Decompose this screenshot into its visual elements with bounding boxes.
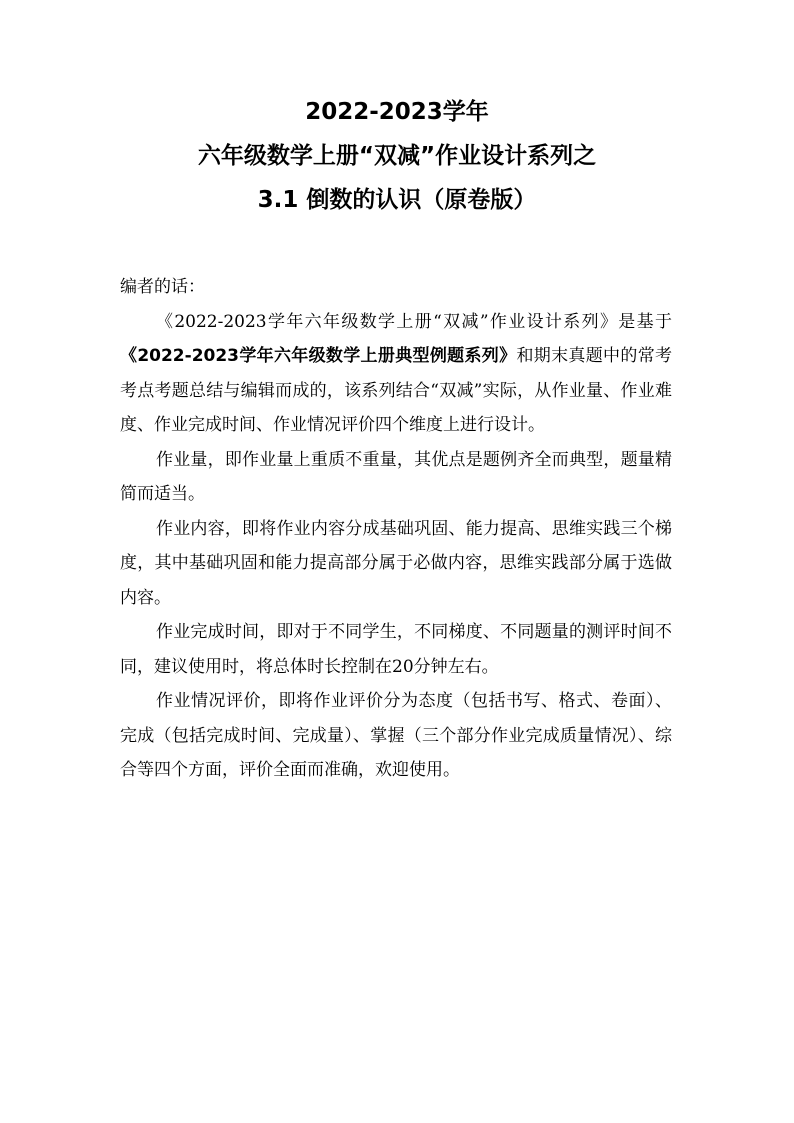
title-line-1: 2022-2023学年 (305, 99, 489, 125)
paragraph-workload: 作业量，即作业量上重质不重量，其优点是题例齐全而典型，题量精简而适当。 (120, 449, 672, 504)
paragraph-intro (120, 305, 672, 443)
editor-note-heading: 编者的话： (120, 277, 205, 297)
editor-note (120, 270, 672, 788)
paragraph-intro-part1: 《2022-2023学年六年级数学上册“双减”作业设计系列》是基于 (156, 311, 672, 332)
paragraph-evaluation: 作业情况评价，即将作业评价分为态度（包括书写、格式、卷面）、完成（包括完成时间、完成量）、掌握（三个部分作业完成质量情况）、综合等四个方面，评价全面而准确，欢迎使用。 (120, 691, 672, 780)
paragraph-time: 作业完成时间，即对于不同学生，不同梯度、不同题量的测评时间不同，建议使用时，将总体时长控制在20分钟左右。 (120, 622, 672, 677)
title-line-3: 3.1 倒数的认识（原卷版） (257, 187, 537, 213)
title-line-2: 六年级数学上册“双减”作业设计系列之 (197, 143, 597, 169)
paragraph-intro-part2: 和期末真题中的常考考点考题总结与编辑而成的，该系列结合“双减”实际，从作业量、作业难度、作业完成时间、作业情况评价四个维度上进行设计。 (120, 346, 673, 435)
paragraph-intro-bold-series: 《2022-2023学年六年级数学上册典型例题系列》 (120, 346, 517, 366)
paragraph-content: 作业内容，即将作业内容分成基础巩固、能力提高、思维实践三个梯度，其中基础巩固和能力提高部分属于必做内容，思维实践部分属于选做内容。 (120, 518, 672, 608)
title-block (0, 100, 794, 232)
